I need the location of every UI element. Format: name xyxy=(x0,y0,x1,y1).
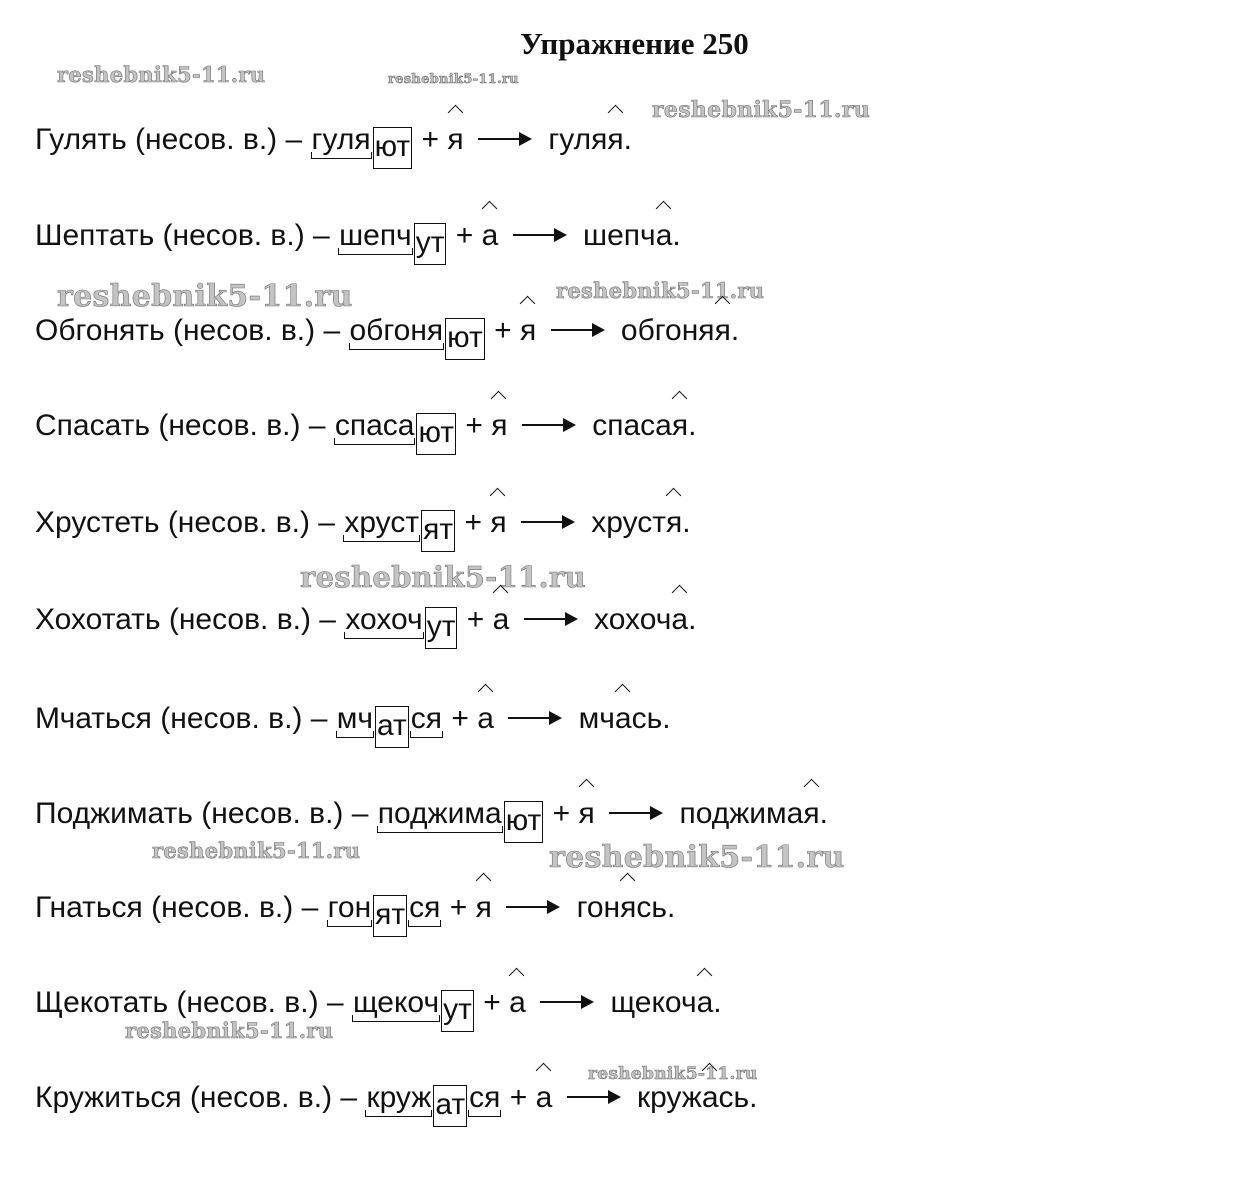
exercise-title: Упражнение 250 xyxy=(520,26,749,61)
result-suffix: я xyxy=(714,314,731,347)
verb-label: Шептать (несов. в.) – xyxy=(35,219,330,252)
word-ending: ут xyxy=(441,990,474,1032)
period: . xyxy=(819,797,828,830)
arrow-icon xyxy=(506,906,558,908)
plus-sign: + xyxy=(464,506,482,539)
result-prefix: хохоч xyxy=(594,603,672,636)
word-ending: ат xyxy=(433,1085,467,1127)
period: . xyxy=(662,702,671,735)
result-suffix: а xyxy=(655,219,673,252)
verb-label: Мчаться (несов. в.) – xyxy=(35,702,328,735)
word-stem: мч xyxy=(336,702,374,735)
word-ending: ят xyxy=(421,510,455,552)
result-suffix: я xyxy=(803,797,820,830)
watermark: reshebnik5-11.ru xyxy=(652,97,871,123)
word-postfix: ся xyxy=(410,702,443,735)
arrow-icon xyxy=(609,812,661,814)
gerund-suffix: я xyxy=(578,797,595,830)
watermark: reshebnik5-11.ru xyxy=(549,840,845,875)
exercise-row xyxy=(35,704,671,748)
plus-sign: + xyxy=(449,891,468,924)
word-ending: ат xyxy=(375,706,409,748)
arrow-icon xyxy=(540,1001,592,1003)
word-ending: ют xyxy=(445,318,485,360)
result-prefix: мч xyxy=(578,702,615,735)
word-stem: гуля xyxy=(311,123,371,156)
exercise-row xyxy=(35,316,739,360)
exercise-row xyxy=(35,1083,758,1127)
result-prefix: обгоня xyxy=(620,314,715,347)
result-prefix: круж xyxy=(636,1081,702,1114)
plus-sign: + xyxy=(494,314,512,347)
gerund-suffix: а xyxy=(535,1081,553,1114)
word-stem: обгоня xyxy=(349,314,444,347)
result-prefix: поджима xyxy=(679,797,804,830)
watermark: reshebnik5-11.ru xyxy=(300,560,586,594)
arrow-icon xyxy=(551,329,603,331)
watermark: reshebnik5-11.ru xyxy=(588,1064,758,1084)
exercise-row xyxy=(35,988,722,1032)
verb-label: Хрустеть (несов. в.) – xyxy=(35,506,335,539)
period: . xyxy=(688,603,697,636)
arrow-icon xyxy=(521,521,573,523)
result-suffix: я xyxy=(666,506,683,539)
word-stem: поджима xyxy=(377,797,502,830)
result-prefix: гон xyxy=(576,891,621,924)
arrow-icon xyxy=(513,234,565,236)
word-ending: ят xyxy=(373,895,407,937)
watermark: reshebnik5-11.ru xyxy=(57,62,266,87)
arrow-icon xyxy=(478,138,530,140)
result-suffix: а xyxy=(696,986,714,1019)
plus-sign: + xyxy=(552,797,571,830)
arrow-icon xyxy=(508,717,560,719)
period: . xyxy=(672,219,681,252)
arrow-icon xyxy=(524,618,576,620)
gerund-suffix: а xyxy=(481,219,499,252)
gerund-suffix: я xyxy=(475,891,492,924)
exercise-row xyxy=(35,799,828,843)
verb-label: Спасать (несов. в.) – xyxy=(35,409,326,442)
plus-sign: + xyxy=(465,409,483,442)
verb-label: Поджимать (несов. в.) – xyxy=(35,797,369,830)
watermark: reshebnik5-11.ru xyxy=(388,72,519,87)
word-ending: ют xyxy=(504,801,544,843)
word-stem: хохоч xyxy=(345,603,423,636)
word-stem: спаса xyxy=(334,409,415,442)
exercise-row xyxy=(35,221,681,265)
exercise-row xyxy=(35,125,632,169)
plus-sign: + xyxy=(421,123,440,156)
period: . xyxy=(730,314,740,347)
plus-sign: + xyxy=(509,1081,528,1114)
result-prefix: щекоч xyxy=(610,986,697,1019)
plus-sign: + xyxy=(455,219,474,252)
word-ending: ют xyxy=(416,413,456,455)
result-prefix: шепч xyxy=(583,219,656,252)
watermark: reshebnik5-11.ru xyxy=(125,1018,334,1043)
period: . xyxy=(682,506,691,539)
arrow-icon xyxy=(522,424,574,426)
gerund-suffix: я xyxy=(491,409,508,442)
word-stem: хруст xyxy=(344,506,420,539)
exercise-row xyxy=(35,508,691,552)
word-postfix: ся xyxy=(409,891,441,924)
result-postfix: сь xyxy=(718,1081,750,1114)
result-suffix: а xyxy=(701,1081,719,1114)
result-postfix: сь xyxy=(636,891,667,924)
watermark: reshebnik5-11.ru xyxy=(152,838,361,863)
gerund-suffix: я xyxy=(519,314,537,347)
watermark: reshebnik5-11.ru xyxy=(556,278,765,303)
result-suffix: а xyxy=(614,702,632,735)
exercise-row xyxy=(35,605,696,649)
result-suffix: я xyxy=(607,123,624,156)
word-ending: ут xyxy=(414,223,447,265)
word-stem: шепч xyxy=(339,219,412,252)
result-prefix: спаса xyxy=(592,409,672,442)
gerund-suffix: я xyxy=(490,506,507,539)
exercise-row xyxy=(35,893,675,937)
period: . xyxy=(623,123,632,156)
result-suffix: я xyxy=(671,409,689,442)
plus-sign: + xyxy=(451,702,469,735)
verb-label: Гулять (несов. в.) – xyxy=(35,123,303,156)
period: . xyxy=(749,1081,758,1114)
gerund-suffix: а xyxy=(509,986,526,1019)
arrow-icon xyxy=(567,1096,619,1098)
word-stem: гон xyxy=(327,891,372,924)
gerund-suffix: а xyxy=(492,603,510,636)
plus-sign: + xyxy=(466,603,485,636)
verb-label: Гнаться (несов. в.) – xyxy=(35,891,319,924)
verb-label: Хохотать (несов. в.) – xyxy=(35,603,336,636)
period: . xyxy=(688,409,697,442)
result-prefix: гуля xyxy=(548,123,608,156)
watermark: reshebnik5-11.ru xyxy=(57,279,353,314)
verb-label: Обгонять (несов. в.) – xyxy=(35,314,341,347)
gerund-suffix: я xyxy=(447,123,464,156)
plus-sign: + xyxy=(483,986,501,1019)
word-ending: ут xyxy=(425,607,458,649)
result-prefix: хруст xyxy=(591,506,667,539)
exercise-row xyxy=(35,411,696,455)
verb-label: Кружиться (несов. в.) – xyxy=(35,1081,358,1114)
gerund-suffix: а xyxy=(477,702,494,735)
word-stem: круж xyxy=(366,1081,432,1114)
result-suffix: я xyxy=(620,891,637,924)
period: . xyxy=(667,891,676,924)
verb-label: Щекотать (несов. в.) – xyxy=(35,986,344,1019)
word-postfix: ся xyxy=(469,1081,501,1114)
word-ending: ют xyxy=(373,127,413,169)
period: . xyxy=(713,986,722,1019)
result-suffix: а xyxy=(671,603,689,636)
word-stem: щекоч xyxy=(352,986,440,1019)
result-postfix: сь xyxy=(631,702,663,735)
